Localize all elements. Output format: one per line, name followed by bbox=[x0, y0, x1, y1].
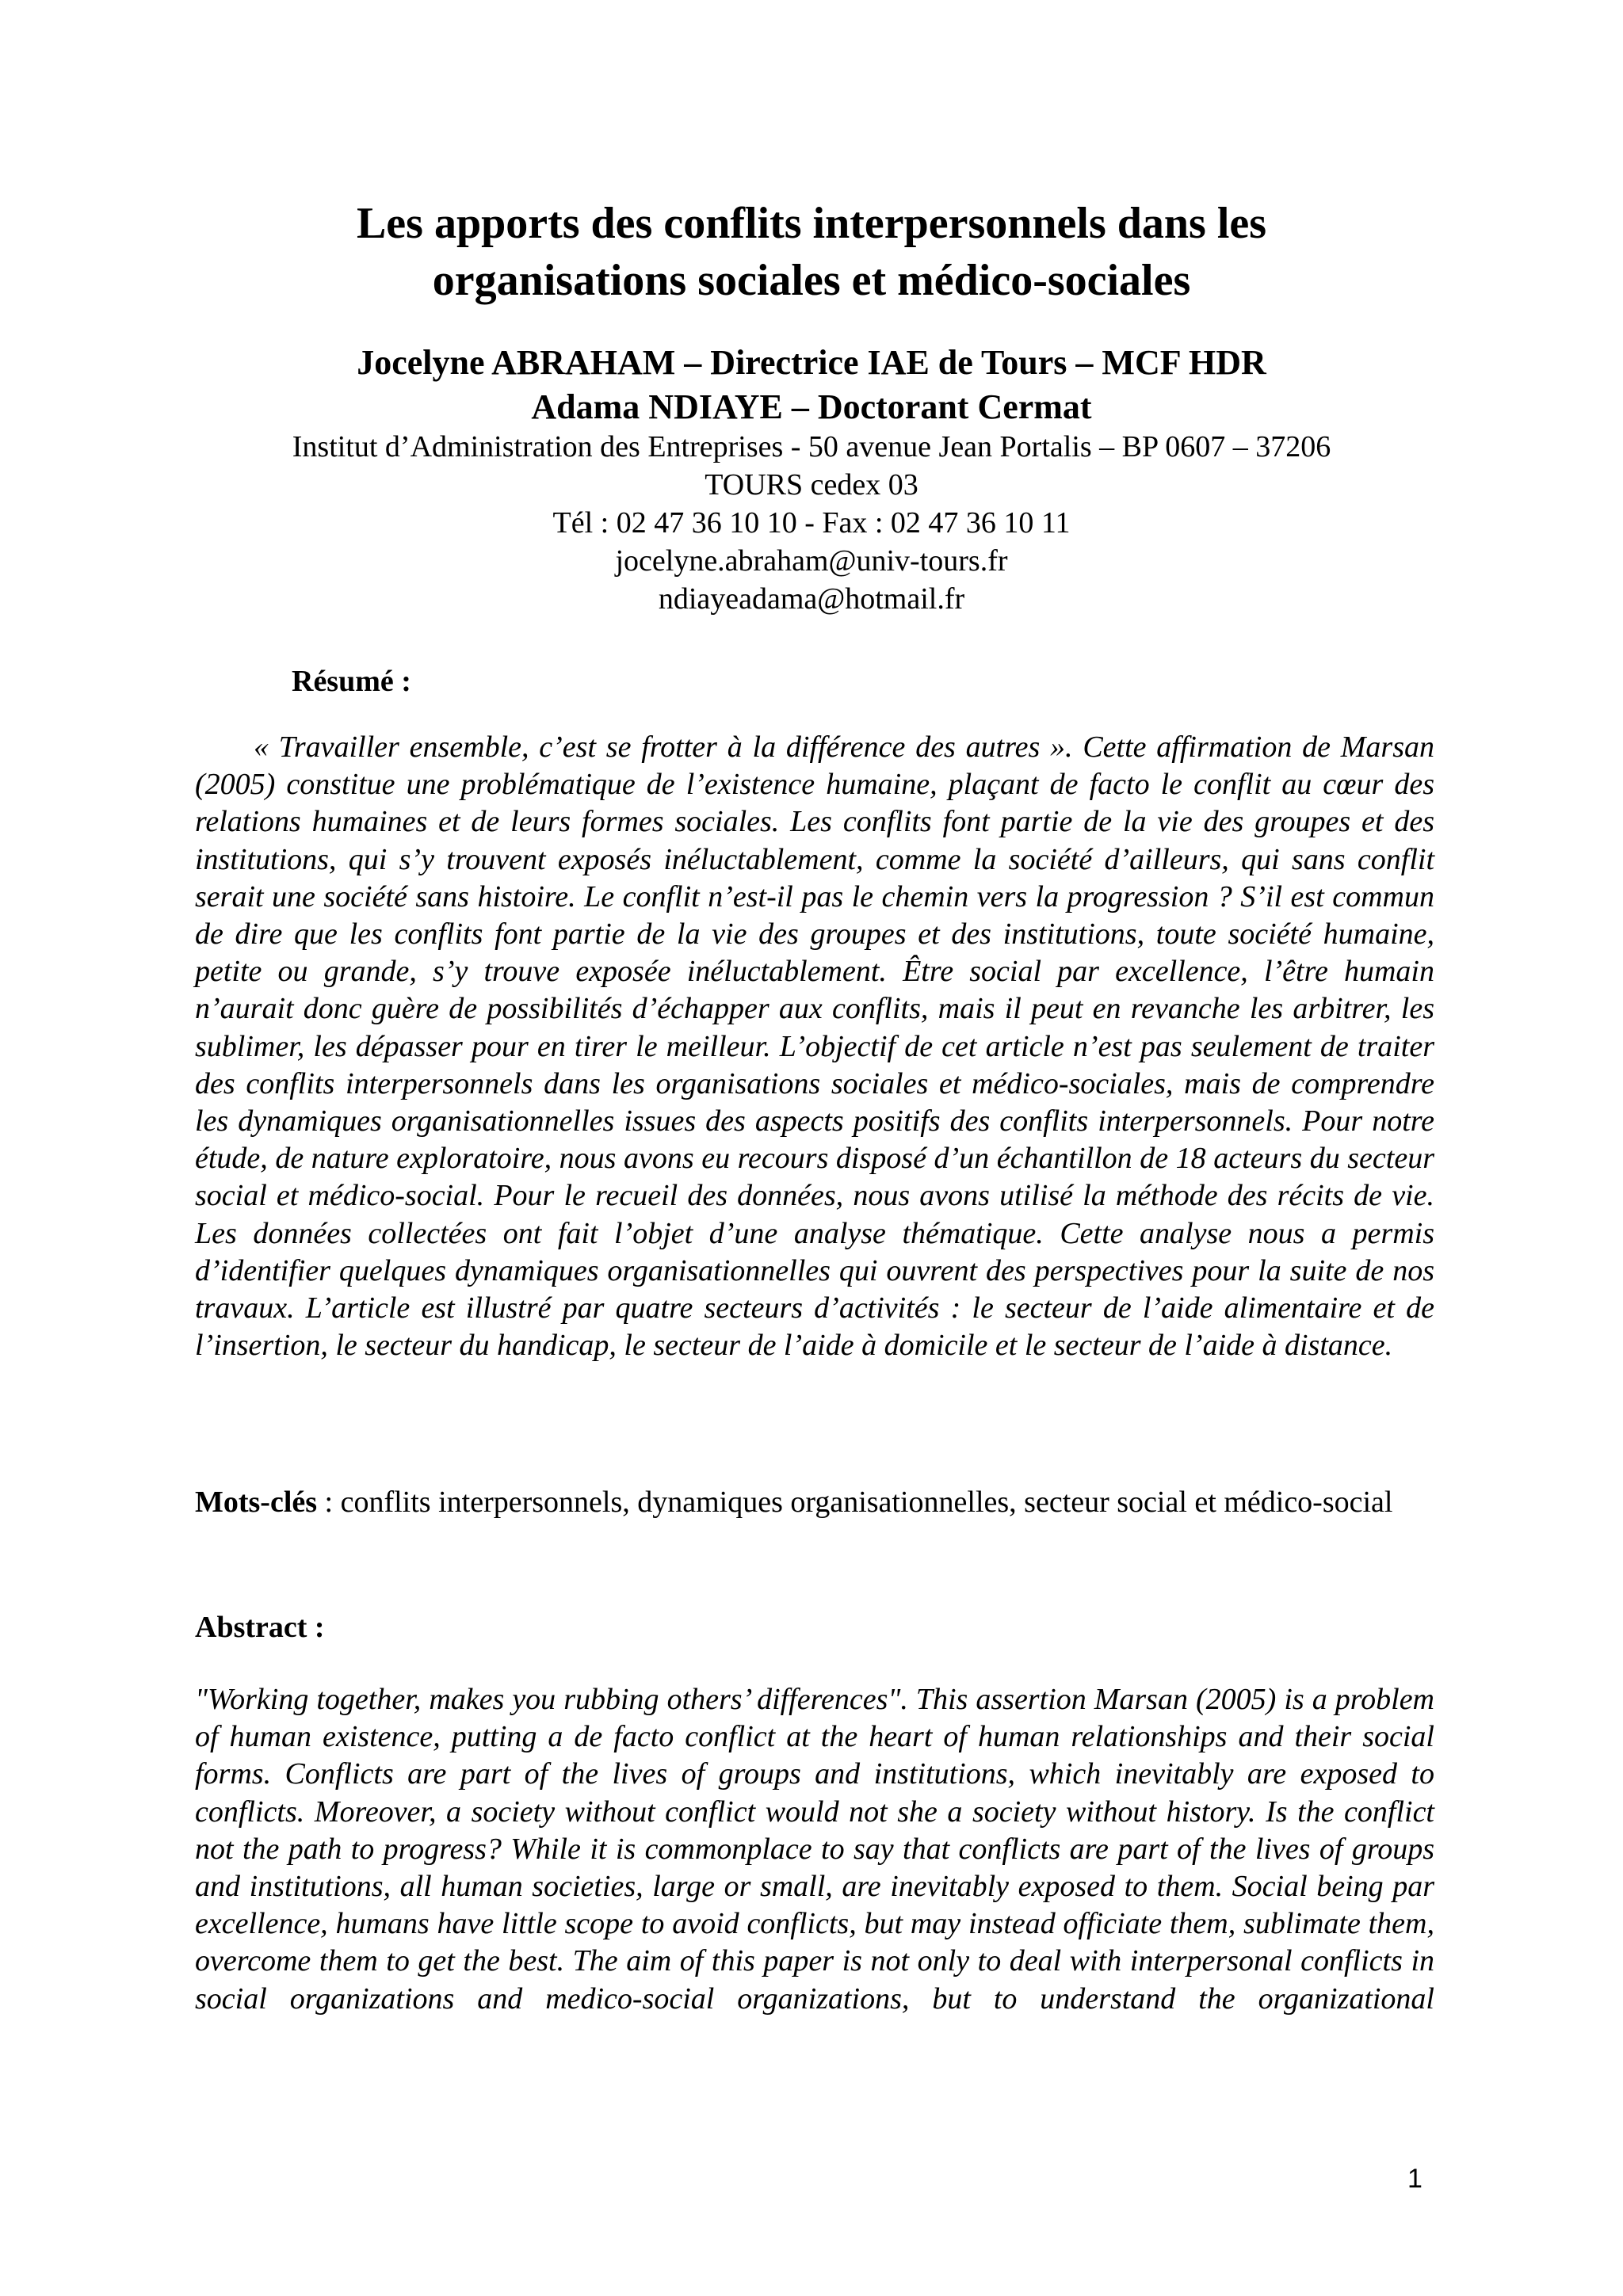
keywords-text: : conflits interpersonnels, dynamiques organisationnelles, secteur social et médico-social bbox=[317, 1486, 1393, 1519]
paper-title-line-1: Les apports des conflits interpersonnels dans les bbox=[356, 199, 1267, 248]
address-line-1: Institut d’Administration des Entreprises - 50 avenue Jean Portalis – BP 0607 – 37206 bbox=[292, 430, 1331, 463]
resume-paragraph: « Travailler ensemble, c’est se frotter à la différence des autres ». Cette affirmation de Marsan (2005) constitue une problématique de l’existence humaine, plaçant de facto le conflit au cœur des relations humaines et de leurs formes sociales. Les conflits font partie de la vie des groupes et des institutions, qui s’y trouvent exposés inéluctablement, comme la société d’ailleurs, qui sans conflit serait une société sans histoire. Le conflit n’est-il pas le chemin vers la progression ? S’il est commun de dire que les conflits font partie de la vie des groupes et des institutions, toute société humaine, petite ou grande, s’y trouve exposée inéluctablement. Être social par excellence, l’être humain n’aurait donc guère de possibilités d’échapper aux conflits, mais il peut en revanche les arbitrer, les sublimer, les dépasser pour en tirer le meilleur. L’objectif de cet article n’est pas seulement de traiter des conflits interpersonnels dans les organisations sociales et médico-sociales, mais de comprendre les dynamiques organisationnelles issues des aspects positifs des conflits interpersonnels. Pour notre étude, de nature exploratoire, nous avons eu recours disposé d’un échantillon de 18 acteurs du secteur social et médico-social. Pour le recueil des données, nous avons utilisé la méthode des récits de vie. Les données collectées ont fait l’objet d’une analyse thématique. Cette analyse nous a permis d’identifier quelques dynamiques organisationnelles qui ouvrent des perspectives pour la suite de nos travaux. L’article est illustré par quatre secteurs d’activités : le secteur de l’aide alimentaire et de l’insertion, le secteur du handicap, le secteur de l’aide à domicile et le secteur de l’aide à distance. bbox=[195, 730, 1434, 1363]
email-2: ndiayeadama@hotmail.fr bbox=[658, 582, 965, 616]
email-1: jocelyne.abraham@univ-tours.fr bbox=[615, 544, 1008, 578]
keywords-label: Mots-clés bbox=[195, 1486, 318, 1519]
abstract-paragraph: "Working together, makes you rubbing others’ differences". This assertion Marsan (2005) is a problem of human existence, putting a de facto conflict at the heart of human relationships and their social forms. Conflicts are part of the lives of groups and institutions, which inevitably are exposed to conflicts. Moreover, a society without conflict would not she a society without history. Is the conflict not the path to progress? While it is commonplace to say that conflicts are part of the lives of groups and institutions, all human societies, large or small, are inevitably exposed to them. Social being par excellence, humans have little scope to avoid conflicts, but may instead officiate them, sublimate them, overcome them to get the best. The aim of this paper is not only to deal with interpersonal conflicts in social organizations and medico-social organizations, but to understand the organizational bbox=[195, 1683, 1434, 2016]
keywords-line bbox=[195, 1480, 1434, 1524]
paper-title-line-2: organisations sociales et médico-sociales bbox=[432, 256, 1191, 305]
authors-block bbox=[197, 341, 1426, 429]
phone-fax: Tél : 02 47 36 10 10 - Fax : 02 47 36 10 11 bbox=[552, 506, 1071, 540]
page-number: 1 bbox=[1407, 2164, 1423, 2194]
author-2: Adama NDIAYE – Doctorant Cermat bbox=[531, 387, 1092, 426]
affiliation-block bbox=[197, 428, 1426, 618]
address-line-2: TOURS cedex 03 bbox=[705, 468, 918, 502]
author-1: Jocelyne ABRAHAM – Directrice IAE de Tours – MCF HDR bbox=[357, 343, 1266, 382]
abstract-heading: Abstract : bbox=[195, 1611, 325, 1644]
paper-title bbox=[197, 195, 1426, 309]
resume-heading: Résumé : bbox=[292, 665, 411, 698]
